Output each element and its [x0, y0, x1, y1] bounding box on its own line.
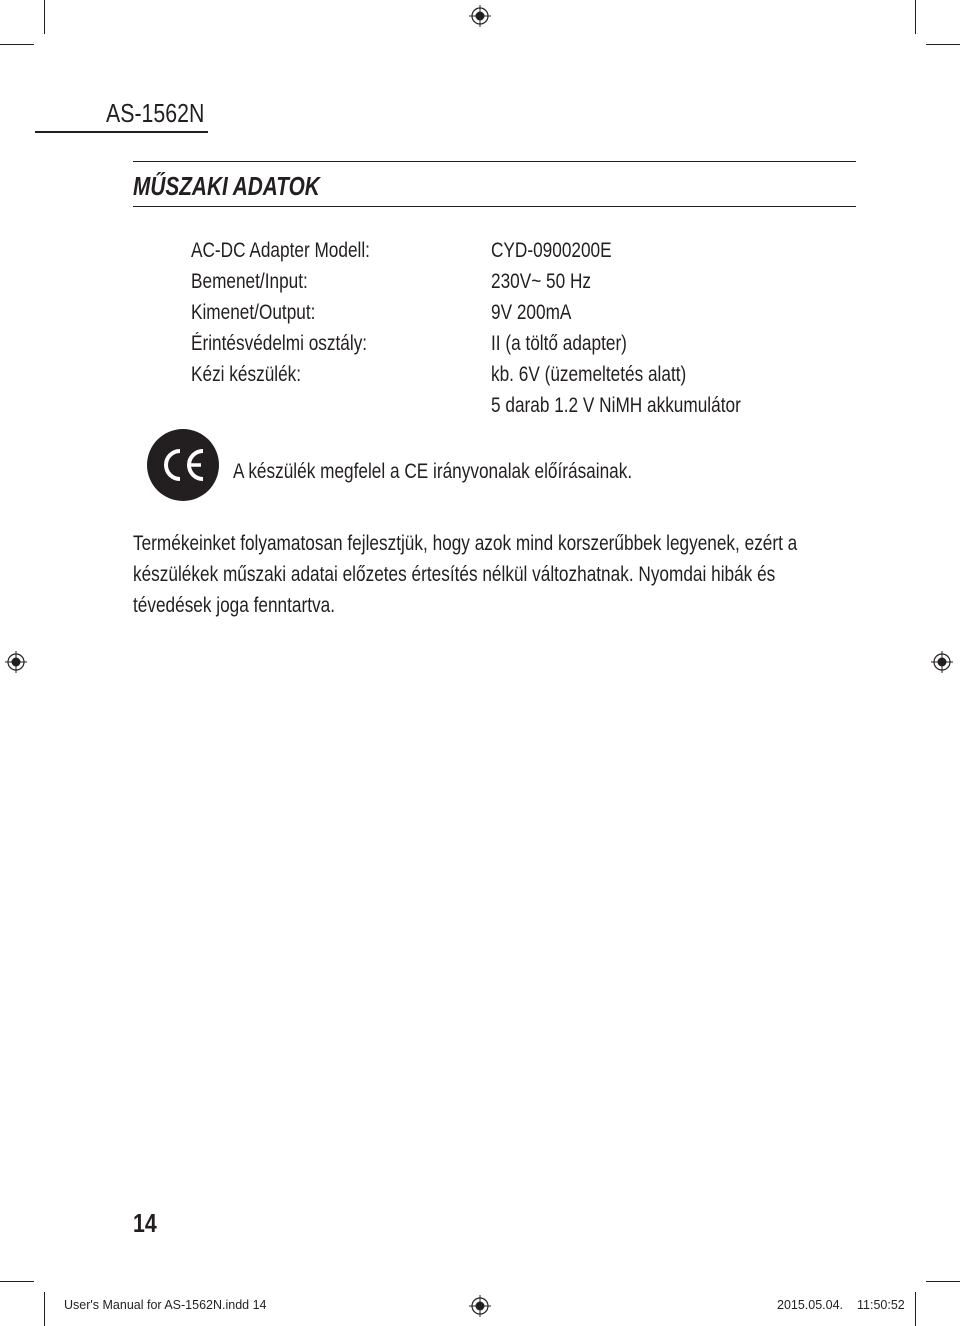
header-rule [35, 131, 208, 133]
spec-label: Érintésvédelmi osztály: [191, 332, 368, 355]
spec-label: Kézi készülék: [191, 363, 302, 386]
page-number: 14 [133, 1208, 157, 1238]
crop-mark [915, 1292, 916, 1326]
registration-mark-icon [469, 1295, 491, 1317]
model-header: AS-1562N [106, 98, 205, 128]
registration-mark-icon [931, 651, 953, 673]
notice-paragraph: Termékeinket folyamatosan fejlesztjük, hogy azok mind korszerűbbek legyenek, ezért a készülékek műszaki adatai előzetes értesítés nélkül változhatnak. Nyomdai hibák és tévedések joga fenntartva. [133, 532, 798, 617]
crop-mark [926, 44, 960, 45]
crop-mark [915, 0, 916, 34]
crop-mark [44, 0, 45, 34]
slug-file: User's Manual for AS-1562N.indd 14 [64, 1298, 267, 1312]
ce-compliance-text: A készülék megfelel a CE irányvonalak előírásainak. [233, 460, 633, 483]
section-title: MŰSZAKI ADATOK [133, 171, 320, 201]
slug-time: 11:50:52 [857, 1298, 905, 1312]
crop-mark [0, 44, 34, 45]
spec-value: kb. 6V (üzemeltetés alatt) [491, 363, 687, 386]
crop-mark [0, 1281, 34, 1282]
spec-value: 9V 200mA [491, 301, 572, 324]
spec-value: II (a töltő adapter) [491, 332, 627, 355]
spec-label: Bemenet/Input: [191, 270, 308, 293]
spec-label: Kimenet/Output: [191, 301, 316, 324]
section-rule-top [133, 161, 856, 162]
spec-value: 230V~ 50 Hz [491, 270, 592, 293]
section-rule-bottom [133, 206, 856, 207]
spec-value: 5 darab 1.2 V NiMH akkumulátor [491, 394, 741, 417]
slug-date: 2015.05.04. [777, 1298, 844, 1312]
spec-label: AC-DC Adapter Modell: [191, 239, 370, 262]
crop-mark [44, 1292, 45, 1326]
registration-mark-icon [469, 5, 491, 27]
registration-mark-icon [5, 651, 27, 673]
crop-mark [926, 1281, 960, 1282]
ce-mark-icon [147, 429, 219, 501]
spec-value: CYD-0900200E [491, 239, 612, 262]
